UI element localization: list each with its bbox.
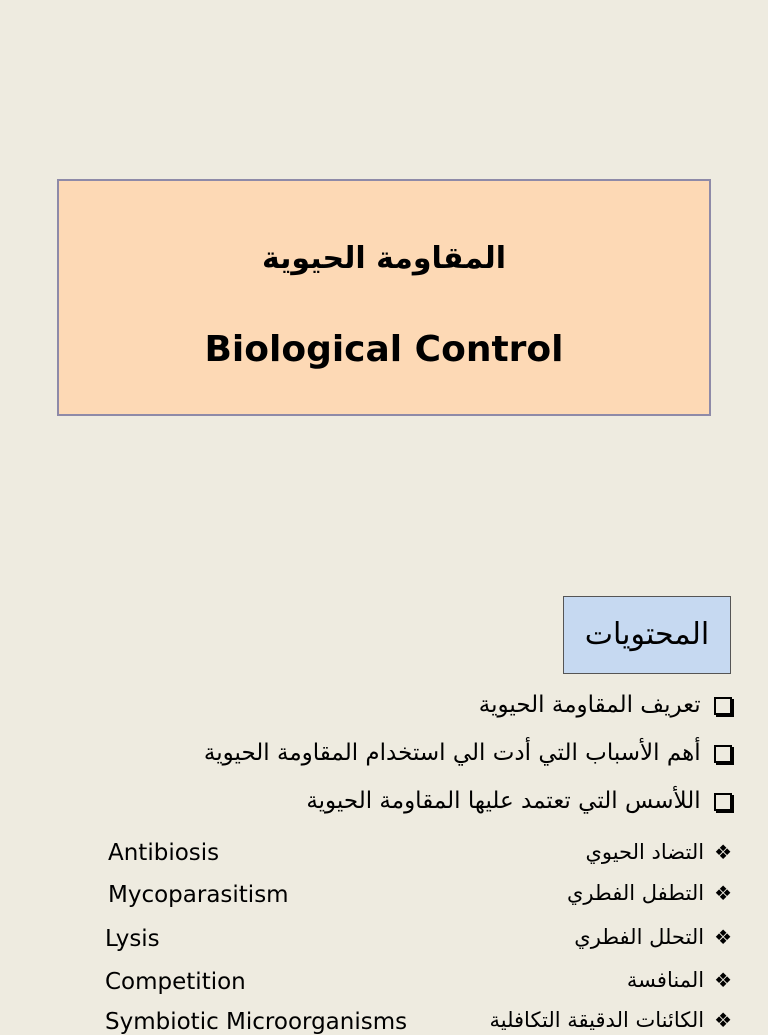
four-diamond-icon: ❖ (714, 968, 732, 992)
title-english: Biological Control (204, 329, 564, 370)
bullet-text: اللأسس التي تعتمد عليها المقاومة الحيوية (306, 788, 701, 814)
list-item-arabic (489, 1008, 732, 1032)
item-arabic-text: الكائنات الدقيقة التكافلية (489, 1008, 705, 1032)
bullet-text: تعريف المقاومة الحيوية (478, 692, 701, 718)
four-diamond-icon: ❖ (714, 1008, 732, 1032)
contents-heading: المحتويات (563, 596, 731, 674)
item-english-text: Symbiotic Microorganisms (105, 1009, 408, 1035)
item-arabic-text: التطفل الفطري (566, 881, 705, 905)
list-item-arabic (585, 840, 732, 864)
item-english-text: Competition (105, 969, 246, 995)
bullet-item (479, 692, 732, 718)
title-arabic: المقاومة الحيوية (261, 241, 507, 276)
bullet-item (204, 740, 732, 766)
bullet-item (306, 788, 732, 814)
four-diamond-icon: ❖ (714, 925, 732, 949)
bullet-text: أهم الأسباب التي أدت الي استخدام المقاومة الحيوية (203, 740, 701, 766)
item-arabic-text: التحلل الفطري (574, 925, 705, 949)
checkbox-square-icon (714, 697, 732, 715)
list-item-arabic (627, 968, 732, 992)
title-box (57, 179, 711, 416)
item-english-text: Lysis (105, 926, 160, 952)
item-english-text: Antibiosis (108, 840, 220, 866)
item-arabic-text: المنافسة (626, 968, 705, 992)
four-diamond-icon: ❖ (714, 840, 732, 864)
item-english-text: Mycoparasitism (108, 882, 289, 908)
list-item-arabic (574, 925, 732, 949)
list-item-arabic (567, 881, 732, 905)
item-arabic-text: التضاد الحيوي (585, 840, 705, 864)
checkbox-square-icon (714, 793, 732, 811)
checkbox-square-icon (714, 745, 732, 763)
four-diamond-icon: ❖ (714, 881, 732, 905)
